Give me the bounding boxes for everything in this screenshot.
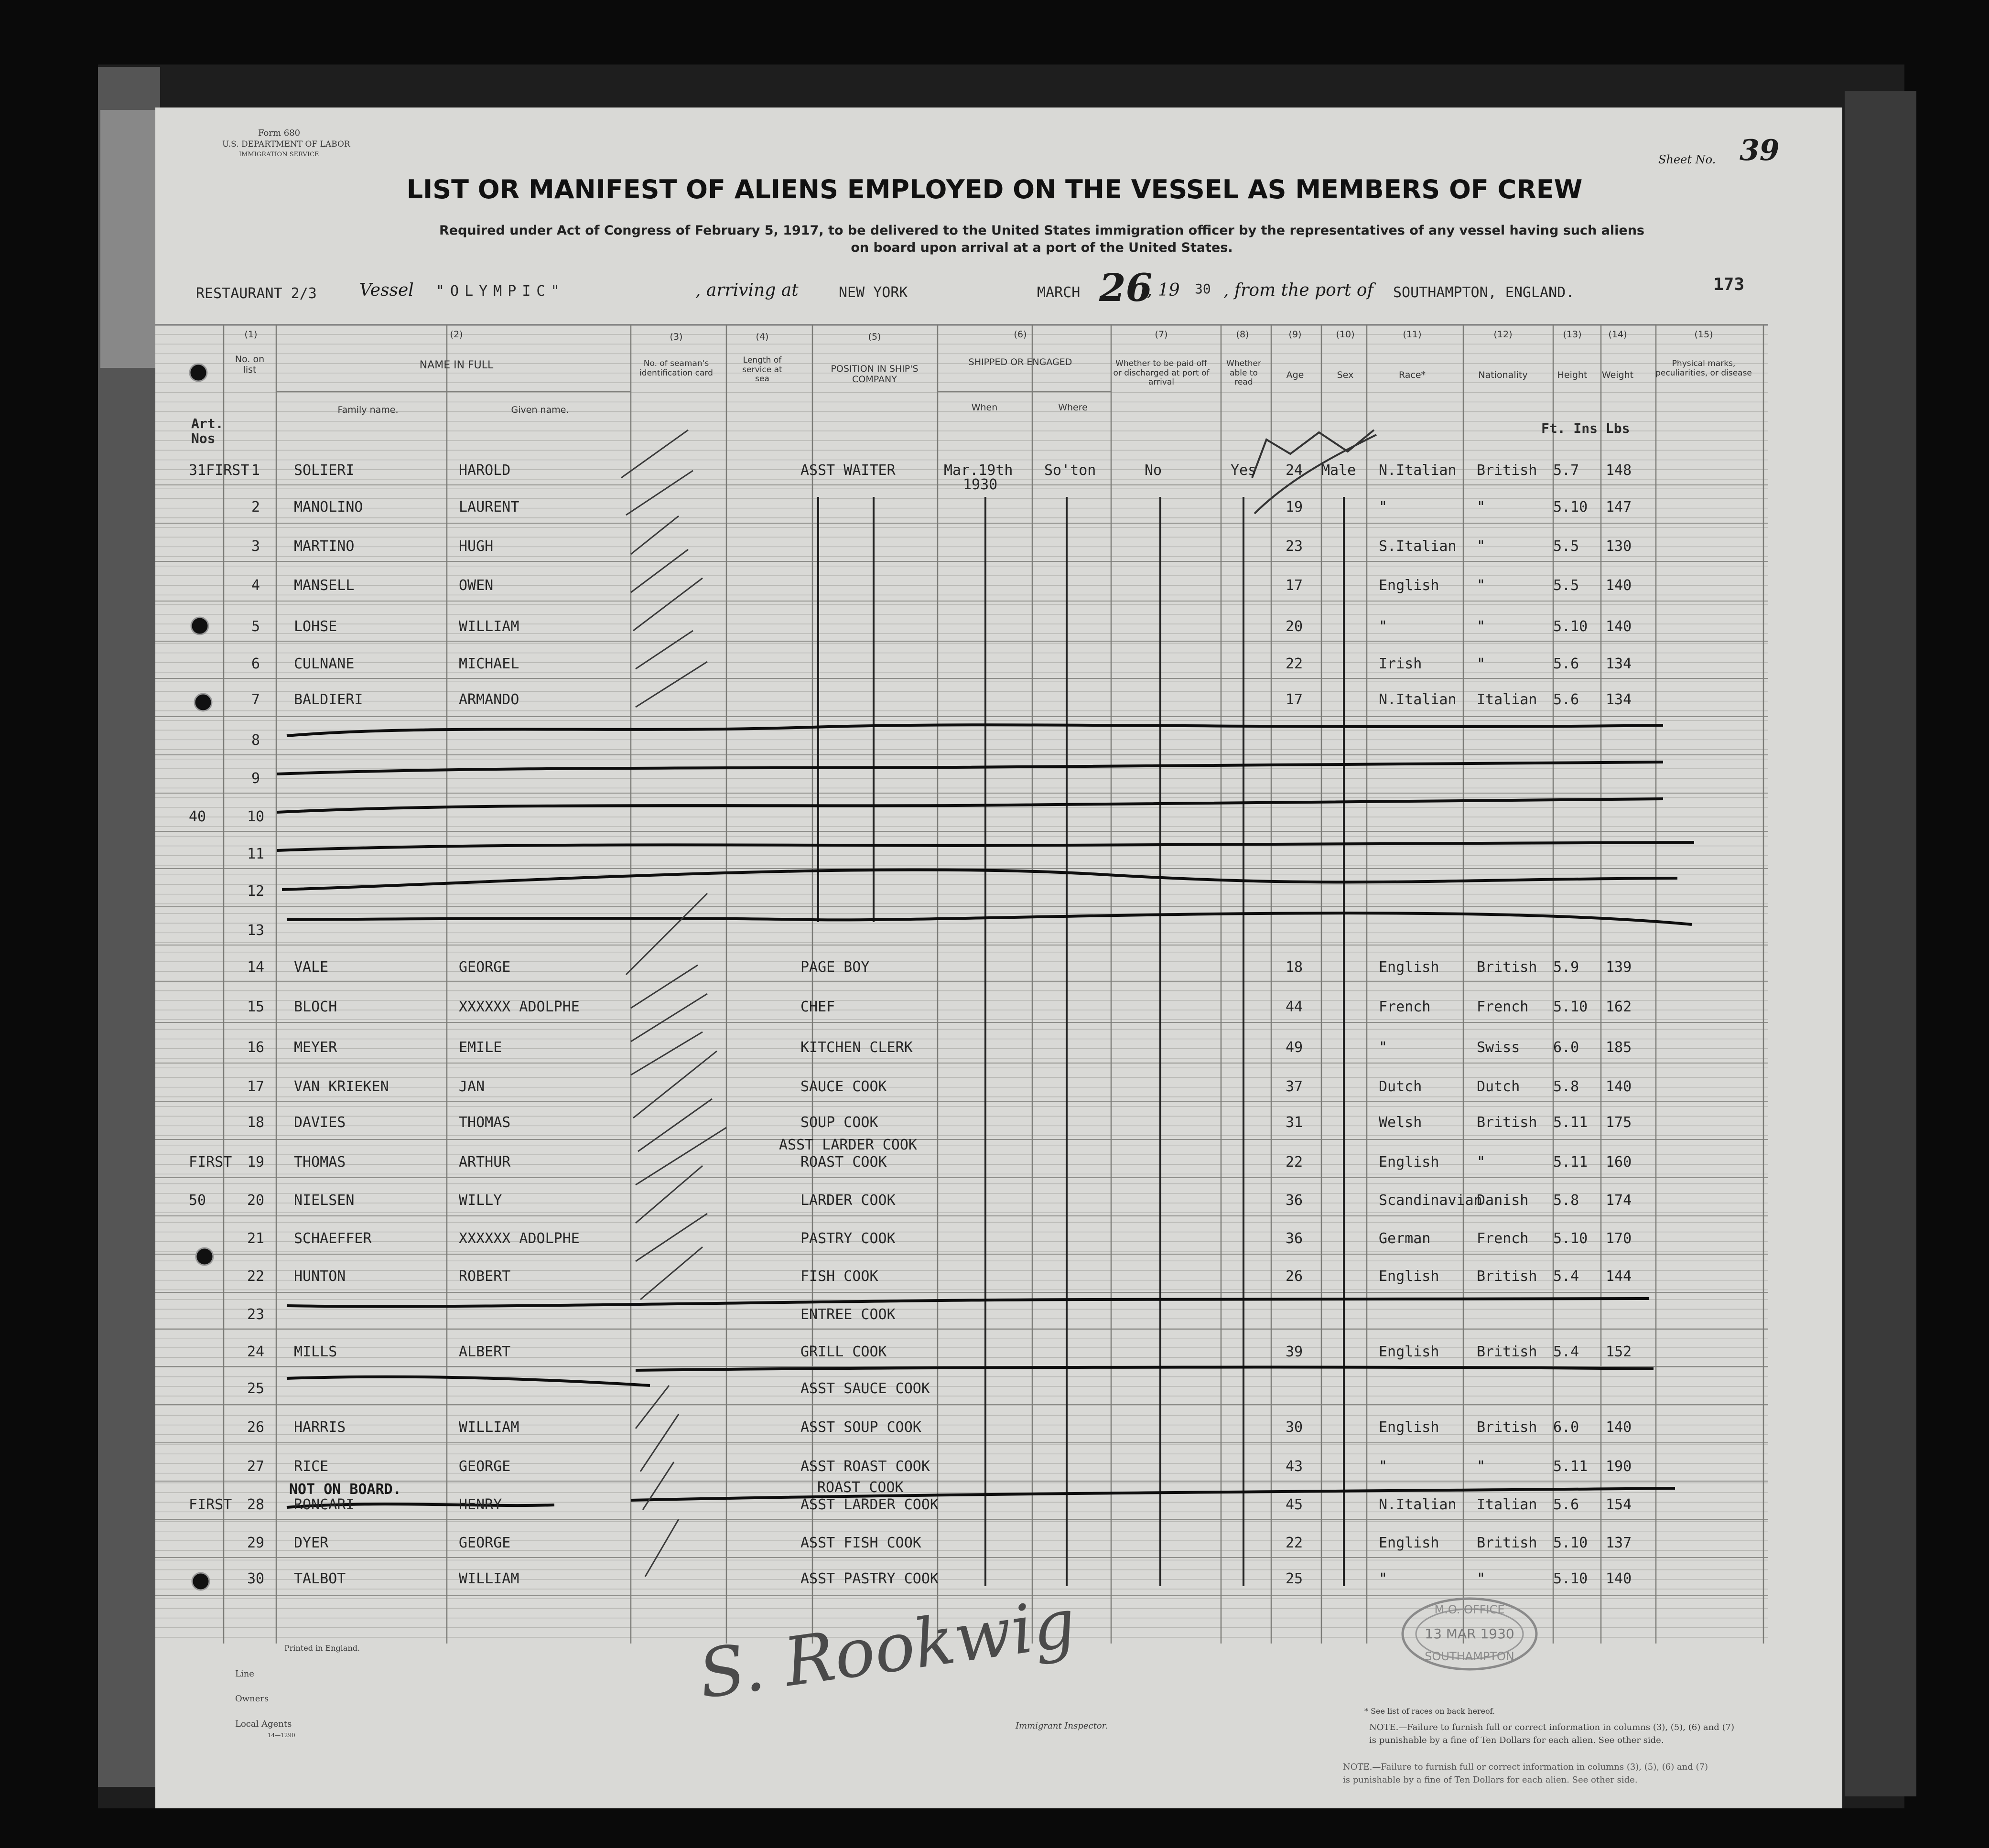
cell-row-number: 26: [247, 1419, 265, 1436]
cell-position: PASTRY COOK: [800, 1230, 896, 1247]
cell-weight: 174: [1606, 1192, 1632, 1209]
cell-family-name: DYER: [294, 1535, 329, 1551]
form-code: 14—1290: [268, 1732, 295, 1739]
cell-position: GRILL COOK: [800, 1343, 887, 1360]
cell-row-number: 16: [247, 1039, 265, 1056]
cell-race: ": [1379, 499, 1388, 516]
form-number: Form 680: [258, 128, 301, 138]
cell-race: S.Italian: [1379, 538, 1457, 555]
cell-shipped-year: 1930: [963, 476, 998, 493]
cell-given-name: MICHAEL: [459, 655, 519, 672]
cell-nationality: British: [1477, 1114, 1537, 1131]
cell-height: 5.10: [1553, 999, 1588, 1015]
cell-family-name: DAVIES: [294, 1114, 346, 1131]
cell-nationality: Dutch: [1477, 1078, 1520, 1095]
cell-height: 5.11: [1553, 1154, 1588, 1171]
cell-family-name: CULNANE: [294, 655, 355, 672]
cell-nationality: ": [1477, 499, 1486, 516]
col-shipped: SHIPPED OR ENGAGED: [968, 357, 1072, 367]
cell-age: 44: [1286, 999, 1303, 1015]
cell-race: ": [1379, 1039, 1388, 1056]
cell-row-number: 24: [247, 1343, 265, 1360]
cell-given-name: JAN: [459, 1078, 485, 1095]
cell-family-name: TALBOT: [294, 1570, 346, 1587]
cell-row-number: 11: [247, 846, 265, 862]
cell-race: N.Italian: [1379, 691, 1457, 708]
cell-given-name: ARTHUR: [459, 1154, 511, 1171]
cell-position: ASST LARDER COOK: [800, 1496, 939, 1513]
cell-family-name: MEYER: [294, 1039, 337, 1056]
vessel-name: "OLYMPIC": [436, 283, 565, 300]
cell-nationality: British: [1477, 1268, 1537, 1285]
cell-row-number: 28: [247, 1496, 265, 1513]
cell-position-correction: ASST LARDER COOK: [779, 1137, 917, 1153]
cell-nationality: British: [1477, 1419, 1537, 1436]
department: U.S. DEPARTMENT OF LABOR: [222, 140, 350, 149]
cell-height: 5.9: [1553, 959, 1579, 976]
cell-family-name: MILLS: [294, 1343, 337, 1360]
cell-position: ASST SOUP COOK: [800, 1419, 921, 1436]
cell-family-name: LOHSE: [294, 618, 337, 635]
cell-given-name: ROBERT: [459, 1268, 511, 1285]
cell-family-name: BLOCH: [294, 999, 337, 1015]
cell-family-name: BALDIERI: [294, 691, 363, 708]
cell-row-number: 23: [247, 1306, 265, 1323]
cell-position: ENTREE COOK: [800, 1306, 896, 1323]
cell-age: 30: [1286, 1419, 1303, 1436]
art-nos-label: Art. Nos: [191, 416, 224, 446]
cell-row-number: 25: [247, 1380, 265, 1397]
cell-height: 5.10: [1553, 1570, 1588, 1587]
cell-position: ASST WAITER: [800, 462, 896, 479]
year-suffix: 30: [1195, 281, 1211, 297]
punch-hole: [192, 1573, 209, 1590]
cell-weight: 139: [1606, 959, 1632, 976]
cell-race: English: [1379, 1154, 1439, 1171]
line-label: Line: [235, 1669, 254, 1679]
cell-given-name: LAURENT: [459, 499, 519, 516]
cell-given-name: HAROLD: [459, 462, 511, 479]
cell-row-number: 20: [247, 1192, 265, 1209]
stamp-date: 13 MAR 1930: [1425, 1626, 1514, 1642]
cell-row-number: 22: [247, 1268, 265, 1285]
cell-row-number: 10: [247, 808, 265, 825]
cell-height: 5.11: [1553, 1458, 1588, 1475]
col-age: Age: [1286, 370, 1304, 380]
cell-position: ROAST COOK: [800, 1154, 887, 1171]
cell-weight: 140: [1606, 1570, 1632, 1587]
cell-side-note: 31FIRST: [189, 462, 249, 479]
cell-side-note: 40: [189, 808, 206, 825]
col-num-9: (9): [1288, 329, 1302, 340]
cell-age: 23: [1286, 538, 1303, 555]
cell-weight: 140: [1606, 577, 1632, 594]
cell-position: ASST ROAST COOK: [800, 1458, 930, 1475]
cell-race: Welsh: [1379, 1114, 1422, 1131]
cell-family-name: RICE: [294, 1458, 329, 1475]
cell-row-number: 9: [251, 770, 260, 787]
cell-nationality: Italian: [1477, 691, 1537, 708]
departure-port: SOUTHAMPTON, ENGLAND.: [1393, 284, 1575, 301]
cell-nationality: British: [1477, 959, 1537, 976]
cell-nationality: French: [1477, 999, 1529, 1015]
cell-race: Dutch: [1379, 1078, 1422, 1095]
units-row: Ft. Ins Lbs: [1541, 420, 1630, 436]
punch-hole: [190, 364, 207, 381]
col-num-6: (6): [1014, 329, 1027, 340]
cell-row-number: 6: [251, 655, 260, 672]
cell-row-number: 3: [251, 538, 260, 555]
cell-height: 6.0: [1553, 1419, 1579, 1436]
cell-row-number: 30: [247, 1570, 265, 1587]
col-num-7: (7): [1155, 329, 1168, 340]
punch-hole: [191, 617, 208, 634]
cell-row-number: 14: [247, 959, 265, 976]
col-num-1: (1): [244, 329, 258, 340]
cell-weight: 170: [1606, 1230, 1632, 1247]
cell-row-number: 19: [247, 1154, 265, 1171]
cell-race: ": [1379, 1458, 1388, 1475]
arrival-day: 26: [1099, 265, 1153, 310]
cell-nationality: British: [1477, 462, 1537, 479]
cell-age: 17: [1286, 577, 1303, 594]
cell-height: 5.10: [1553, 499, 1588, 516]
cell-race: French: [1379, 999, 1431, 1015]
cell-weight: 152: [1606, 1343, 1632, 1360]
cell-weight: 140: [1606, 1419, 1632, 1436]
cell-family-name: MARTINO: [294, 538, 355, 555]
page-title: LIST OR MANIFEST OF ALIENS EMPLOYED ON THE VESSEL AS MEMBERS OF CREW: [406, 174, 1583, 204]
cell-race: English: [1379, 577, 1439, 594]
cell-race: Scandinavian: [1379, 1192, 1482, 1209]
cell-nationality: ": [1477, 1570, 1486, 1587]
cell-race: English: [1379, 1419, 1439, 1436]
service: IMMIGRATION SERVICE: [239, 151, 319, 158]
cell-weight: 137: [1606, 1535, 1632, 1551]
col-physical-marks: Physical marks, peculiarities, or disease: [1655, 359, 1752, 378]
col-given-name: Given name.: [511, 405, 569, 415]
cell-nationality: British: [1477, 1535, 1537, 1551]
cell-weight: 148: [1606, 462, 1632, 479]
cell-row-number: 27: [247, 1458, 265, 1475]
sheet-label: Sheet No.: [1658, 153, 1716, 166]
note-line-2-repeat: is punishable by a fine of Ten Dollars for each alien. See other side.: [1343, 1775, 1638, 1785]
cell-age: 22: [1286, 655, 1303, 672]
cell-row-number: 2: [251, 499, 260, 516]
cell-height: 5.6: [1553, 655, 1579, 672]
cell-row-number: 13: [247, 922, 265, 939]
subtitle-line-2: on board upon arrival at a port of the United States.: [851, 240, 1233, 256]
cell-age: 31: [1286, 1114, 1303, 1131]
cell-position: FISH COOK: [800, 1268, 878, 1285]
cell-given-name: GEORGE: [459, 1458, 511, 1475]
cell-position: PAGE BOY: [800, 959, 870, 976]
cell-age: 20: [1286, 618, 1303, 635]
cell-race: English: [1379, 1535, 1439, 1551]
cell-race: N.Italian: [1379, 462, 1457, 479]
cell-nationality: Swiss: [1477, 1039, 1520, 1056]
col-num-15: (15): [1694, 329, 1713, 340]
cell-position: SOUP COOK: [800, 1114, 878, 1131]
cell-sex: Male: [1321, 462, 1356, 479]
col-position: POSITION IN SHIP'S COMPANY: [831, 364, 919, 385]
cell-row-number: 8: [251, 732, 260, 749]
cell-height: 6.0: [1553, 1039, 1579, 1056]
col-num-12: (12): [1493, 329, 1513, 340]
cell-age: 49: [1286, 1039, 1303, 1056]
section-label: RESTAURANT 2/3: [196, 285, 317, 302]
cell-row-number: 5: [251, 618, 260, 635]
cell-nationality: Italian: [1477, 1496, 1537, 1513]
cell-given-name: GEORGE: [459, 959, 511, 976]
cell-height: 5.7: [1553, 462, 1579, 479]
cell-age: 37: [1286, 1078, 1303, 1095]
col-race: Race*: [1398, 370, 1426, 380]
left-tab: [100, 110, 158, 368]
cell-given-name: THOMAS: [459, 1114, 511, 1131]
cell-given-name: XXXXXX ADOLPHE: [459, 999, 580, 1015]
cell-given-name: GEORGE: [459, 1535, 511, 1551]
cell-weight: 160: [1606, 1154, 1632, 1171]
year-prefix: , 19: [1147, 280, 1180, 300]
cell-side-note: FIRST: [189, 1154, 232, 1171]
cell-age: 45: [1286, 1496, 1303, 1513]
cell-position: SAUCE COOK: [800, 1078, 887, 1095]
cell-family-name: HUNTON: [294, 1268, 346, 1285]
cell-nationality: ": [1477, 655, 1486, 672]
cell-weight: 140: [1606, 618, 1632, 635]
cell-height: 5.8: [1553, 1078, 1579, 1095]
cell-nationality: ": [1477, 1154, 1486, 1171]
right-binder-edge: [1845, 91, 1916, 1796]
cell-row-number: 17: [247, 1078, 265, 1095]
cell-nationality: ": [1477, 1458, 1486, 1475]
cell-nationality: ": [1477, 577, 1486, 594]
cell-height: 5.5: [1553, 538, 1579, 555]
not-on-board-note: NOT ON BOARD.: [289, 1481, 401, 1498]
cell-position-correction: ROAST COOK: [817, 1479, 904, 1496]
vessel-label: Vessel: [359, 280, 414, 300]
cell-age: 22: [1286, 1154, 1303, 1171]
note-line-2: is punishable by a fine of Ten Dollars for each alien. See other side.: [1369, 1735, 1664, 1745]
cell-height: 5.10: [1553, 1230, 1588, 1247]
cell-weight: 134: [1606, 691, 1632, 708]
cell-race: German: [1379, 1230, 1431, 1247]
punch-hole: [195, 694, 212, 711]
cell-given-name: XXXXXX ADOLPHE: [459, 1230, 580, 1247]
owners-label: Owners: [235, 1694, 269, 1704]
cell-height: 5.6: [1553, 1496, 1579, 1513]
col-num-8: (8): [1236, 329, 1249, 340]
cell-given-name: EMILE: [459, 1039, 502, 1056]
cell-weight: 147: [1606, 499, 1632, 516]
cell-row-number: 29: [247, 1535, 265, 1551]
cell-family-name: MANOLINO: [294, 499, 363, 516]
cell-shipped-where: So'ton: [1044, 462, 1096, 479]
cell-position: ASST SAUCE COOK: [800, 1380, 930, 1397]
office-stamp: [1398, 1593, 1541, 1675]
cell-able-to-read: Yes: [1231, 462, 1257, 479]
cell-weight: 185: [1606, 1039, 1632, 1056]
col-paid-off: Whether to be paid off or discharged at port of arrival: [1113, 359, 1210, 387]
cell-position: ASST FISH COOK: [800, 1535, 921, 1551]
cell-height: 5.4: [1553, 1268, 1579, 1285]
cell-given-name: HENRY: [459, 1496, 502, 1513]
cell-nationality: French: [1477, 1230, 1529, 1247]
col-num-4: (4): [756, 332, 769, 342]
col-where: Where: [1058, 402, 1088, 413]
cell-age: 36: [1286, 1230, 1303, 1247]
cell-nationality: ": [1477, 618, 1486, 635]
cell-age: 24: [1286, 462, 1303, 479]
col-height: Height: [1557, 370, 1588, 380]
cell-race: Irish: [1379, 655, 1422, 672]
cell-race: N.Italian: [1379, 1496, 1457, 1513]
cell-given-name: ARMANDO: [459, 691, 519, 708]
cell-given-name: WILLIAM: [459, 1419, 519, 1436]
col-family-name: Family name.: [337, 405, 399, 415]
cell-weight: 130: [1606, 538, 1632, 555]
cell-family-name: VALE: [294, 959, 329, 976]
cell-family-name: MANSELL: [294, 577, 355, 594]
cell-height: 5.11: [1553, 1114, 1588, 1131]
cell-given-name: WILLIAM: [459, 618, 519, 635]
cell-height: 5.6: [1553, 691, 1579, 708]
cell-nationality: British: [1477, 1343, 1537, 1360]
cell-given-name: ALBERT: [459, 1343, 511, 1360]
cell-shipped-when: Mar.19th: [944, 462, 1013, 479]
cell-family-name: SOLIERI: [294, 462, 355, 479]
cell-family-name: THOMAS: [294, 1154, 346, 1171]
cell-row-number: 4: [251, 577, 260, 594]
cell-position: ASST PASTRY COOK: [800, 1570, 939, 1587]
cell-age: 22: [1286, 1535, 1303, 1551]
col-able-read: Whether able to read: [1226, 359, 1261, 387]
race-footnote: * See list of races on back hereof.: [1364, 1707, 1495, 1716]
cell-race: English: [1379, 1268, 1439, 1285]
cell-position: CHEF: [800, 999, 835, 1015]
cell-family-name: VAN KRIEKEN: [294, 1078, 389, 1095]
col-num-5: (5): [868, 332, 881, 342]
col-no-on-list: No. on list: [235, 354, 265, 375]
cell-height: 5.10: [1553, 1535, 1588, 1551]
from-label: , from the port of: [1223, 280, 1373, 300]
cell-position: KITCHEN CLERK: [800, 1039, 913, 1056]
sheet-number: 39: [1740, 134, 1780, 167]
cell-weight: 175: [1606, 1114, 1632, 1131]
cell-weight: 140: [1606, 1078, 1632, 1095]
cell-family-name: HARRIS: [294, 1419, 346, 1436]
cell-race: ": [1379, 1570, 1388, 1587]
cell-height: 5.8: [1553, 1192, 1579, 1209]
cell-weight: 162: [1606, 999, 1632, 1015]
col-id-card: No. of seaman's identification card: [639, 359, 713, 378]
cell-nationality: Danish: [1477, 1192, 1529, 1209]
cell-age: 36: [1286, 1192, 1303, 1209]
cell-height: 5.5: [1553, 577, 1579, 594]
cell-side-note: FIRST: [189, 1496, 232, 1513]
subtitle: [373, 222, 1711, 257]
stamp-bottom: SOUTHAMPTON: [1425, 1650, 1514, 1663]
cell-race: English: [1379, 959, 1439, 976]
note-line-1-repeat: NOTE.—Failure to furnish full or correct information in columns (3), (5), (6) and (7): [1343, 1762, 1708, 1772]
cell-row-number: 1: [251, 462, 260, 479]
col-num-3: (3): [670, 332, 683, 342]
cell-age: 39: [1286, 1343, 1303, 1360]
cell-row-number: 15: [247, 999, 265, 1015]
cell-weight: 134: [1606, 655, 1632, 672]
arriving-label: , arriving at: [695, 280, 799, 300]
page-stamp: 173: [1713, 275, 1745, 294]
arrival-port: NEW YORK: [839, 284, 908, 301]
col-sex: Sex: [1337, 370, 1354, 380]
cell-age: 26: [1286, 1268, 1303, 1285]
cell-paid-off: No: [1145, 462, 1162, 479]
col-length-service: Length of service at sea: [742, 355, 782, 384]
cell-given-name: WILLIAM: [459, 1570, 519, 1587]
cell-age: 18: [1286, 959, 1303, 976]
note-line-1: NOTE.—Failure to furnish full or correct information in columns (3), (5), (6) and (7): [1369, 1722, 1734, 1732]
col-num-2: (2): [450, 329, 463, 340]
cell-row-number: 7: [251, 691, 260, 708]
cell-nationality: ": [1477, 538, 1486, 555]
cell-given-name: HUGH: [459, 538, 494, 555]
cell-height: 5.4: [1553, 1343, 1579, 1360]
cell-age: 17: [1286, 691, 1303, 708]
cell-row-number: 18: [247, 1114, 265, 1131]
cell-position: LARDER COOK: [800, 1192, 896, 1209]
cell-age: 43: [1286, 1458, 1303, 1475]
cell-row-number: 12: [247, 883, 265, 900]
col-num-13: (13): [1563, 329, 1582, 340]
cell-given-name: WILLY: [459, 1192, 502, 1209]
cell-age: 25: [1286, 1570, 1303, 1587]
cell-family-name: NIELSEN: [294, 1192, 355, 1209]
col-num-10: (10): [1336, 329, 1355, 340]
cell-family-name: SCHAEFFER: [294, 1230, 372, 1247]
stamp-top: M.O. OFFICE: [1434, 1603, 1505, 1616]
cell-age: 19: [1286, 499, 1303, 516]
cell-weight: 144: [1606, 1268, 1632, 1285]
cell-weight: 154: [1606, 1496, 1632, 1513]
cell-side-note: 50: [189, 1192, 206, 1209]
cell-race: ": [1379, 618, 1388, 635]
arrival-month: MARCH: [1037, 284, 1081, 301]
cell-height: 5.10: [1553, 618, 1588, 635]
cell-weight: 190: [1606, 1458, 1632, 1475]
punch-hole: [196, 1248, 213, 1265]
cell-given-name: OWEN: [459, 577, 494, 594]
subtitle-line-1: Required under Act of Congress of February 5, 1917, to be delivered to the United States immigration officer by the representatives of any vessel having such aliens: [439, 223, 1644, 238]
cell-family-name: RONCARI: [294, 1496, 355, 1513]
inspector-label: Immigrant Inspector.: [1016, 1721, 1108, 1731]
printed-in-england: Printed in England.: [284, 1644, 360, 1653]
col-num-11: (11): [1403, 329, 1422, 340]
col-num-14: (14): [1608, 329, 1627, 340]
col-weight: Weight: [1601, 370, 1634, 380]
inspector-signature: S. Rookwig: [694, 1584, 1081, 1714]
cell-row-number: 21: [247, 1230, 265, 1247]
col-nationality: Nationality: [1478, 370, 1528, 380]
agents-label: Local Agents: [235, 1719, 292, 1729]
col-name-in-full: NAME IN FULL: [419, 359, 494, 371]
cell-race: English: [1379, 1343, 1439, 1360]
col-when: When: [971, 402, 998, 413]
